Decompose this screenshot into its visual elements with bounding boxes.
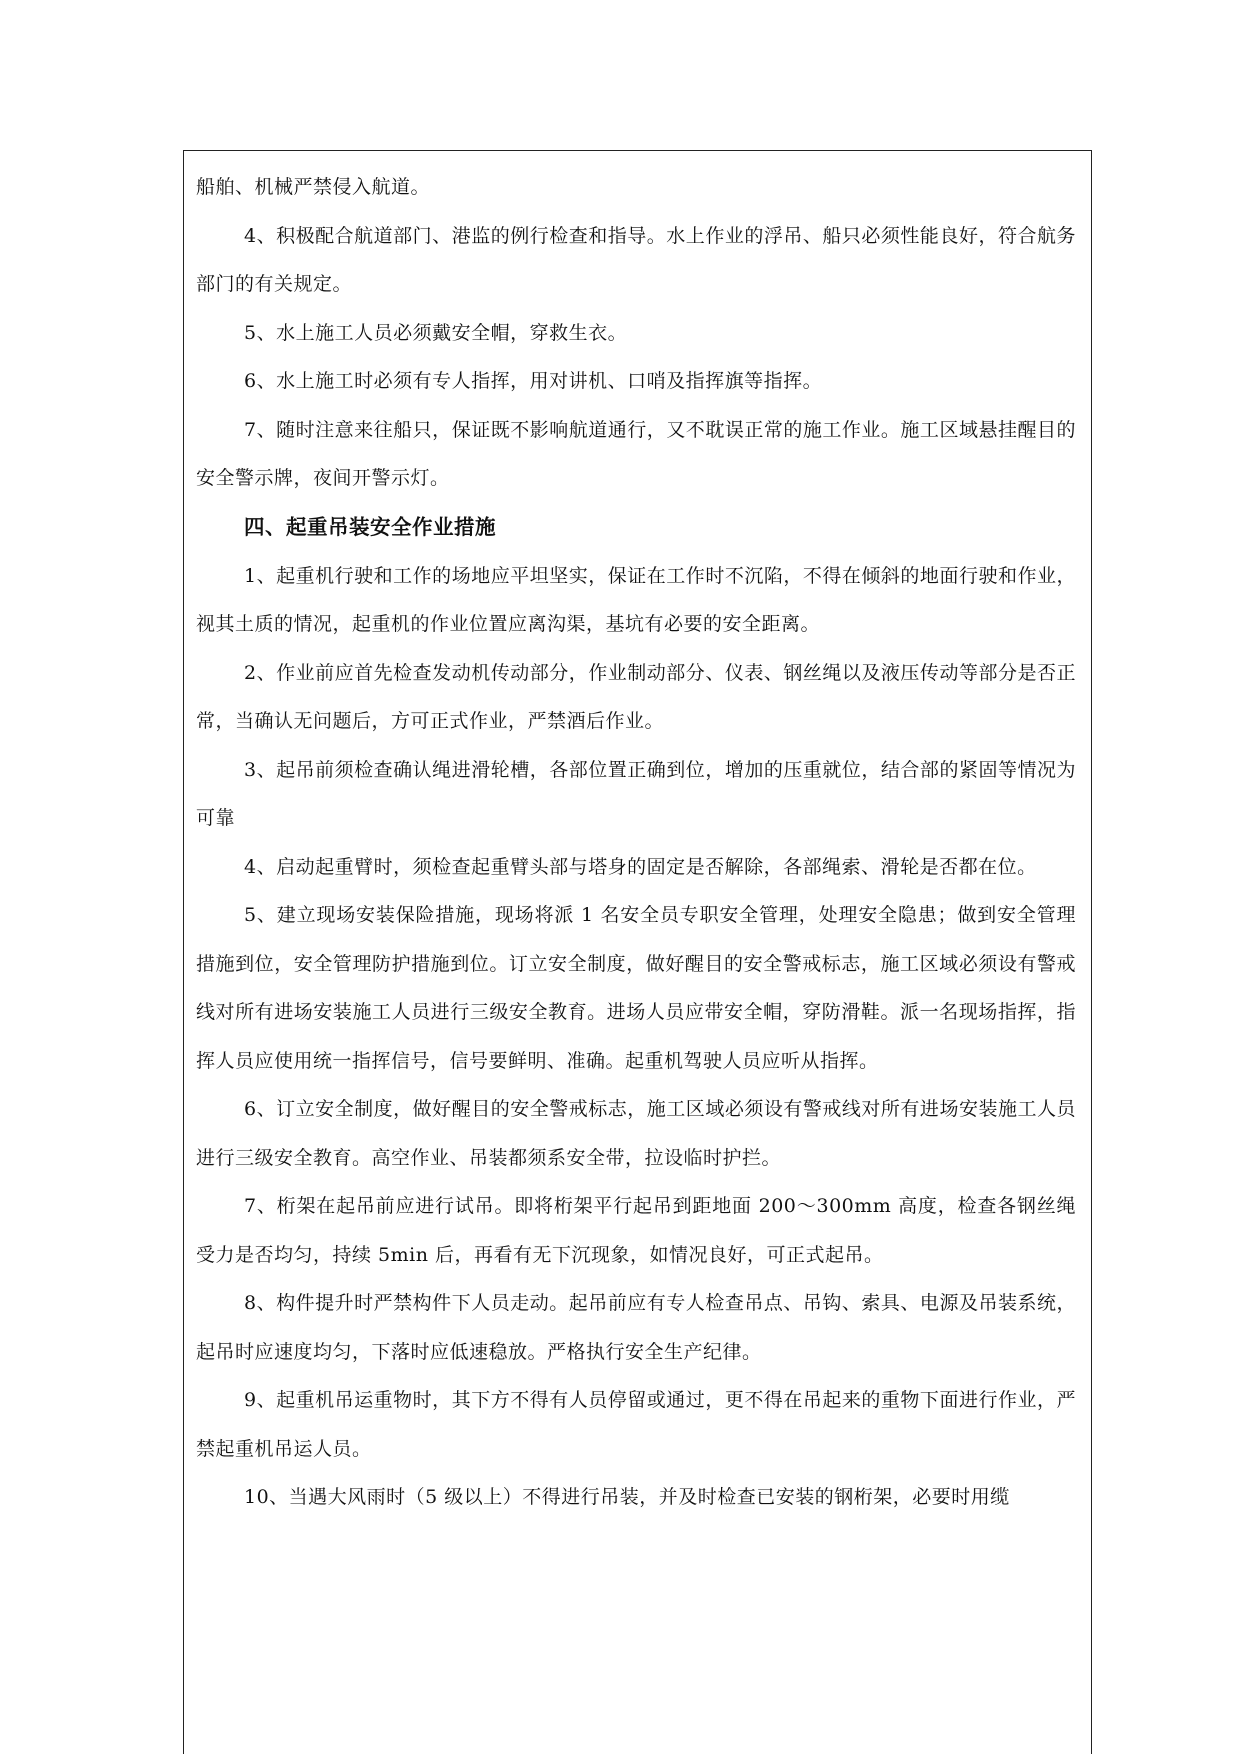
document-body [196,163,1076,1522]
section-item-8: 8、构件提升时严禁构件下人员走动。起吊前应有专人检查吊点、吊钩、索具、电源及吊装系统，起吊时应速度均匀，下落时应低速稳放。严格执行安全生产纪律。 [196,1292,1076,1363]
paragraph-continuation: 船舶、机械严禁侵入航道。 [196,176,431,198]
paragraph-item-4: 4、积极配合航道部门、港监的例行检查和指导。水上作业的浮吊、船只必须性能良好，符合航务部门的有关规定。 [196,224,1076,295]
section-item-7: 7、桁架在起吊前应进行试吊。即将桁架平行起吊到距地面 200～300mm 高度，检查各钢丝绳受力是否均匀，持续 5min 后，再看有无下沉现象，如情况良好，可正式起吊。 [196,1195,1076,1266]
section-item-5: 5、建立现场安装保险措施，现场将派 1 名安全员专职安全管理，处理安全隐患；做到安全管理措施到位，安全管理防护措施到位。订立安全制度，做好醒目的安全警戒标志，施工区域必须设有警戒线对所有进场安装施工人员进行三级安全教育。进场人员应带安全帽，穿防滑鞋。派一名现场指挥，指挥人员应使用统一指挥信号，信号要鲜明、准确。起重机驾驶人员应听从指挥。 [196,904,1076,1072]
paragraph-item-7: 7、随时注意来往船只，保证既不影响航道通行，又不耽误正常的施工作业。施工区域悬挂醒目的安全警示牌，夜间开警示灯。 [196,418,1076,489]
section-item-9: 9、起重机吊运重物时，其下方不得有人员停留或通过，更不得在吊起来的重物下面进行作业，严禁起重机吊运人员。 [196,1389,1076,1460]
document-table-frame [183,150,1092,1754]
section-item-4: 4、启动起重臂时，须检查起重臂头部与塔身的固定是否解除，各部绳索、滑轮是否都在位。 [244,855,1037,878]
section-item-6: 6、订立安全制度，做好醒目的安全警戒标志，施工区域必须设有警戒线对所有进场安装施工人员进行三级安全教育。高空作业、吊装都须系安全带，拉设临时护拦。 [196,1098,1076,1169]
paragraph-item-5: 5、水上施工人员必须戴安全帽，穿救生衣。 [244,321,628,344]
section-item-10: 10、当遇大风雨时（5 级以上）不得进行吊装，并及时检查已安装的钢桁架，必要时用缆 [244,1486,1010,1508]
paragraph-item-6: 6、水上施工时必须有专人指挥，用对讲机、口哨及指挥旗等指挥。 [244,370,823,392]
section-item-3: 3、起吊前须检查确认绳进滑轮槽，各部位置正确到位，增加的压重就位，结合部的紧固等情况为可靠 [196,758,1076,829]
section-item-2: 2、作业前应首先检查发动机传动部分，作业制动部分、仪表、钢丝绳以及液压传动等部分是否正常，当确认无问题后，方可正式作业，严禁酒后作业。 [196,661,1076,732]
section-item-1: 1、起重机行驶和工作的场地应平坦坚实，保证在工作时不沉陷，不得在倾斜的地面行驶和作业，视其土质的情况，起重机的作业位置应离沟渠，基坑有必要的安全距离。 [196,564,1076,635]
section-heading: 四、起重吊装安全作业措施 [244,514,496,539]
